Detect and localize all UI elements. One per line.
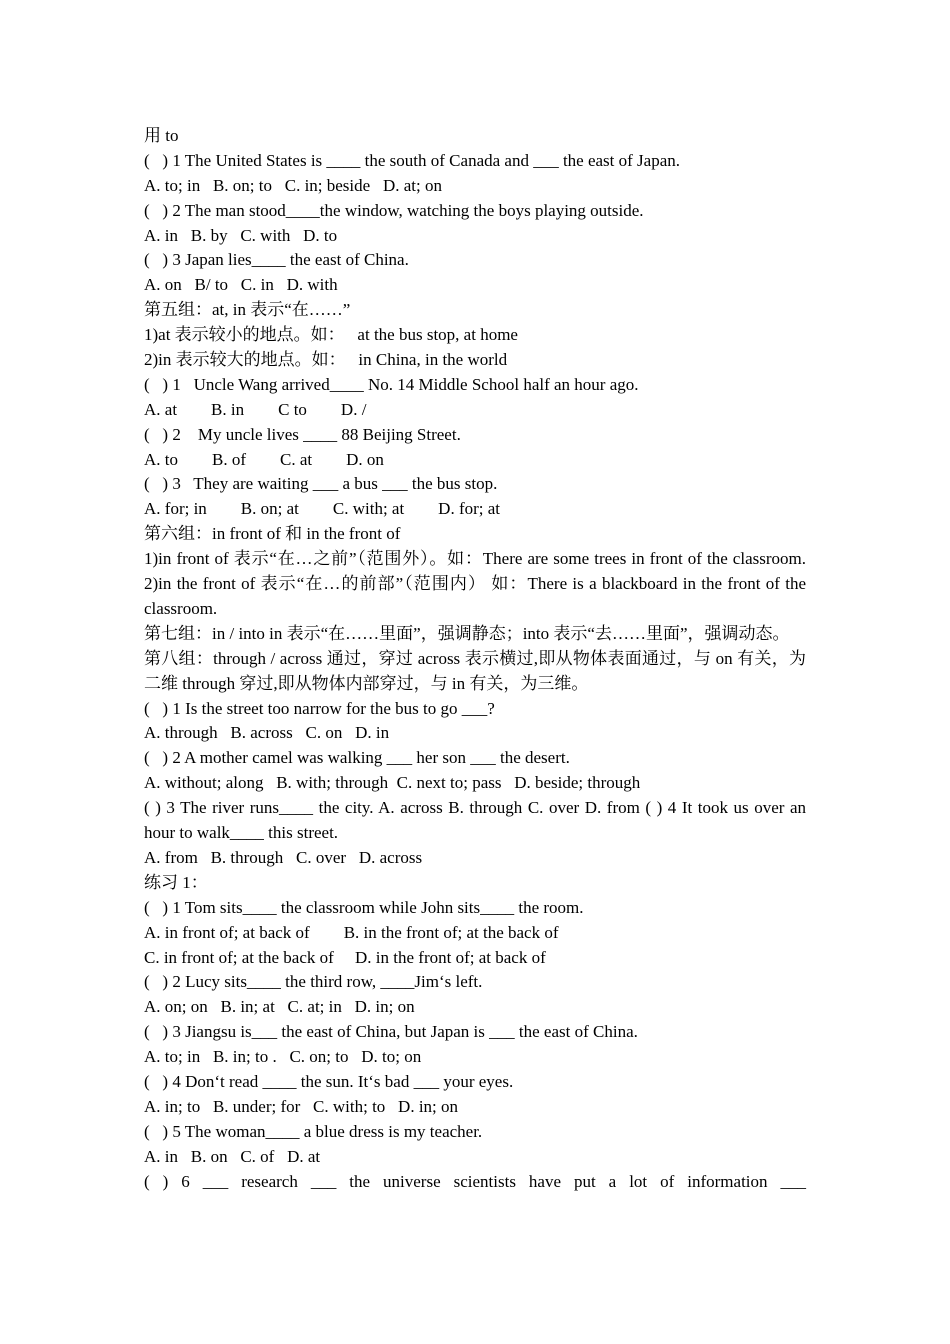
exercise-question-2: ( ) 2 Lucy sits____ the third row, ____Jim‘s left. (144, 972, 483, 992)
group-6-explanation: 1)in front of 表示“在…之前”（范围外）。如：There are some trees in front of the classroom. 2)in the front of 表示“在…的前部”（范围内） 如：There is a blackboard in the front of the classroom. (144, 549, 806, 618)
group-5-question-3: ( ) 3 They are waiting ___ a bus ___ the bus stop. (144, 474, 498, 494)
group-6-heading: 第六组：in front of 和 in the front of (144, 524, 401, 544)
document-page (144, 124, 806, 1194)
group-8-question-2-options: A. without; along B. with; through C. next to; pass D. beside; through (144, 773, 641, 793)
group-8-explanation: 第八组：through / across 通过，穿过 across 表示横过,即从物体表面通过，与 on 有关，为二维 through 穿过,即从物体内部穿过，与 in 有关，为三维。 (144, 648, 806, 693)
group-5-heading: 第五组：at, in 表示“在……” (144, 300, 351, 320)
question-3-options: A. on B/ to C. in D. with (144, 275, 338, 295)
question-1: ( ) 1 The United States is ____ the south of Canada and ___ the east of Japan. (144, 150, 681, 170)
group-5-question-2-options: A. to B. of C. at D. on (144, 449, 384, 469)
exercise-question-1-options-ab: A. in front of; at back of B. in the front of; at the back of (144, 922, 559, 942)
heading-use-to: 用 to (144, 126, 179, 145)
exercise-question-3: ( ) 3 Jiangsu is___ the east of China, but Japan is ___ the east of China. (144, 1022, 638, 1042)
exercise-question-6: ( ) 6 ___ research ___ the universe scientists have put a lot of information ___ (144, 1171, 806, 1191)
exercise-question-4: ( ) 4 Don‘t read ____ the sun. It‘s bad ___ your eyes. (144, 1071, 514, 1091)
exercise-question-4-options: A. in; to B. under; for C. with; to D. in; on (144, 1096, 459, 1116)
group-8-question-3-4: ( ) 3 The river runs____ the city. A. across B. through C. over D. from ( ) 4 It took us over an hour to walk____ this street. (144, 798, 806, 843)
group-5-question-3-options: A. for; in B. on; at C. with; at D. for; at (144, 499, 501, 519)
question-1-options: A. to; in B. on; to C. in; beside D. at; on (144, 175, 442, 195)
group-8-question-2: ( ) 2 A mother camel was walking ___ her son ___ the desert. (144, 748, 570, 768)
group-7-explanation: 第七组：in / into in 表示“在……里面”，强调静态；into 表示“去……里面”，强调动态。 (144, 623, 790, 643)
exercise-question-5: ( ) 5 The woman____ a blue dress is my teacher. (144, 1121, 483, 1141)
exercise-1-heading: 练习 1： (144, 872, 208, 892)
exercise-question-5-options: A. in B. on C. of D. at (144, 1146, 321, 1166)
group-8-question-4-options: A. from B. through C. over D. across (144, 847, 423, 867)
group-5-question-1-options: A. at B. in C to D. / (144, 399, 367, 419)
group-5-rule-2: 2)in 表示较大的地点。如： in China, in the world (144, 350, 508, 370)
group-8-question-1-options: A. through B. across C. on D. in (144, 723, 390, 743)
question-2-options: A. in B. by C. with D. to (144, 225, 338, 245)
group-5-question-1: ( ) 1 Uncle Wang arrived____ No. 14 Middle School half an hour ago. (144, 374, 639, 394)
exercise-question-3-options: A. to; in B. in; to . C. on; to D. to; on (144, 1047, 422, 1067)
exercise-question-2-options: A. on; on B. in; at C. at; in D. in; on (144, 997, 415, 1017)
group-5-rule-1: 1)at 表示较小的地点。如： at the bus stop, at home (144, 325, 518, 345)
question-2: ( ) 2 The man stood____the window, watching the boys playing outside. (144, 200, 644, 220)
group-8-question-1: ( ) 1 Is the street too narrow for the bus to go ___? (144, 698, 495, 718)
exercise-question-1-options-cd: C. in front of; at the back of D. in the front of; at back of (144, 947, 546, 967)
exercise-question-1: ( ) 1 Tom sits____ the classroom while John sits____ the room. (144, 897, 584, 917)
question-3: ( ) 3 Japan lies____ the east of China. (144, 250, 409, 270)
group-5-question-2: ( ) 2 My uncle lives ____ 88 Beijing Street. (144, 424, 461, 444)
